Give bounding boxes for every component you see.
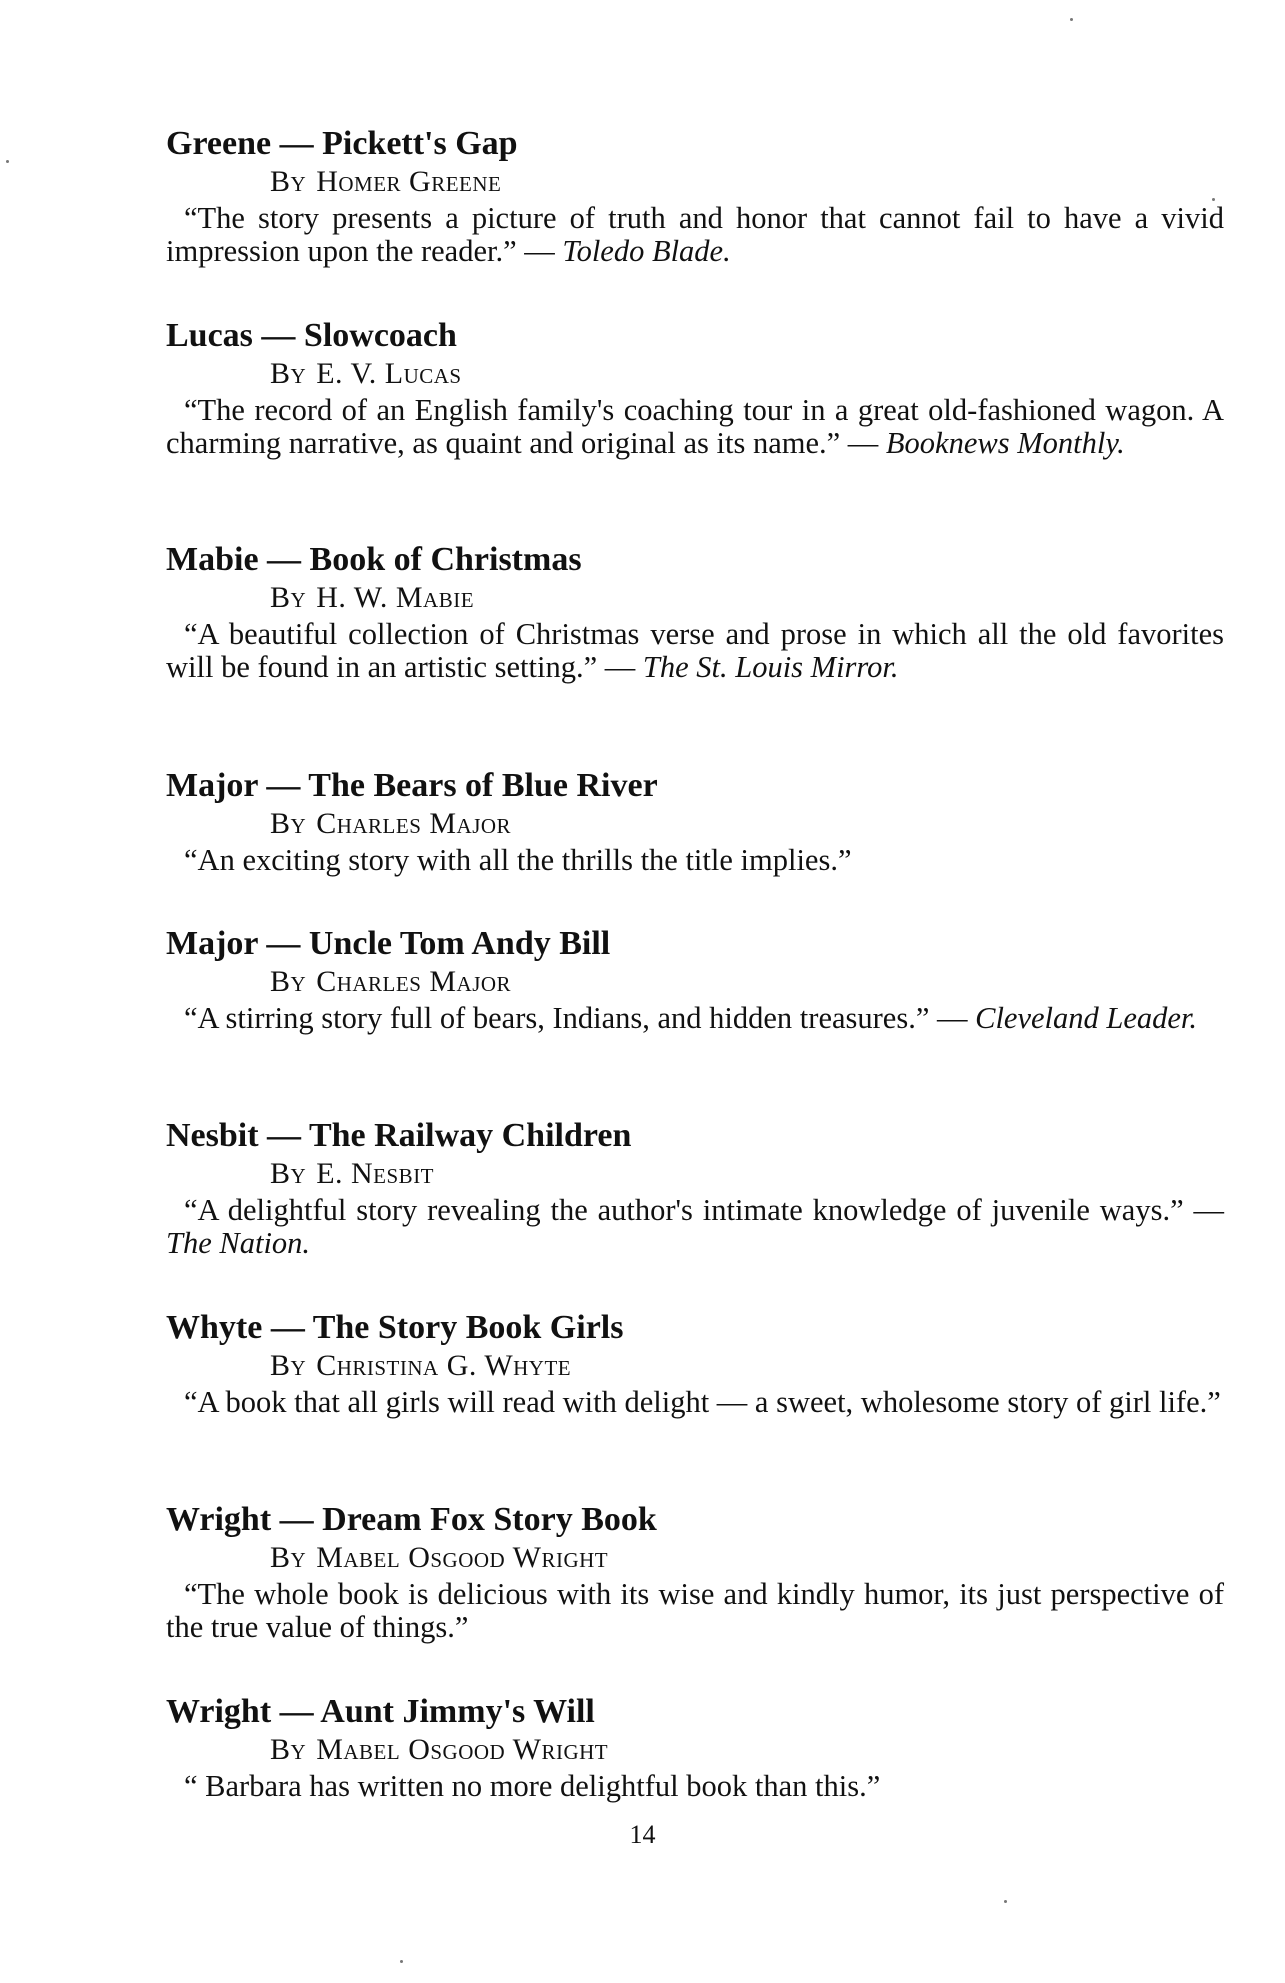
paper-speck bbox=[1212, 198, 1215, 201]
author-name: Christina G. Whyte bbox=[316, 1349, 572, 1382]
entry-byline bbox=[270, 1540, 1224, 1576]
by-word: By bbox=[270, 1541, 307, 1574]
entry-title: Mabie — Book of Christmas bbox=[166, 541, 582, 578]
catalog-entry-major-bears bbox=[166, 766, 1224, 877]
entry-review bbox=[166, 394, 1224, 460]
catalog-entry-major-uncle bbox=[166, 924, 1224, 1035]
entry-byline bbox=[270, 356, 1224, 392]
review-quote: “The record of an English family's coaching tour in a great old-fashioned wagon. A charming narrative, as quaint and original as its name.” — bbox=[166, 393, 1224, 460]
by-word: By bbox=[270, 357, 307, 390]
author-name: H. W. Mabie bbox=[316, 581, 475, 614]
review-quote: “The whole book is delicious with its wise and kindly humor, its just perspective of the true value of things.” bbox=[166, 1577, 1224, 1644]
by-word: By bbox=[270, 165, 307, 198]
review-quote: “ Barbara has written no more delightful book than this.” bbox=[184, 1769, 881, 1803]
review-source: Toledo Blade. bbox=[562, 234, 731, 268]
entry-review bbox=[166, 1578, 1224, 1644]
author-name: Mabel Osgood Wright bbox=[316, 1733, 609, 1766]
review-source: Cleveland Leader. bbox=[975, 1001, 1198, 1035]
entry-byline bbox=[270, 164, 1224, 200]
review-quote: “A book that all girls will read with delight — a sweet, wholesome story of girl life.” bbox=[184, 1385, 1221, 1419]
entry-review bbox=[166, 1002, 1224, 1035]
author-name: E. V. Lucas bbox=[316, 357, 462, 390]
catalog-entry-wright-aunt bbox=[166, 1692, 1224, 1803]
paper-speck bbox=[1070, 18, 1073, 21]
review-quote: “A delightful story revealing the author's intimate knowledge of juvenile ways.” — bbox=[184, 1193, 1224, 1227]
catalog-entry-wright-dream bbox=[166, 1500, 1224, 1644]
by-word: By bbox=[270, 965, 307, 998]
entry-byline bbox=[270, 1156, 1224, 1192]
catalog-entry-lucas bbox=[166, 316, 1224, 460]
entry-byline bbox=[270, 580, 1224, 616]
entry-title: Major — Uncle Tom Andy Bill bbox=[166, 925, 611, 962]
entry-byline bbox=[270, 1732, 1224, 1768]
review-source: Booknews Monthly. bbox=[885, 426, 1125, 460]
paper-speck bbox=[400, 1960, 403, 1963]
entry-review bbox=[166, 844, 1224, 877]
entry-title: Wright — Aunt Jimmy's Will bbox=[166, 1693, 595, 1730]
author-name: Homer Greene bbox=[316, 165, 502, 198]
by-word: By bbox=[270, 1157, 307, 1190]
entry-review bbox=[166, 1194, 1224, 1260]
by-word: By bbox=[270, 807, 307, 840]
review-quote: “A stirring story full of bears, Indians, and hidden treasures.” — bbox=[184, 1001, 976, 1035]
catalog-entry-whyte bbox=[166, 1308, 1224, 1419]
review-source: The Nation. bbox=[166, 1226, 311, 1260]
review-quote: “An exciting story with all the thrills the title implies.” bbox=[184, 843, 852, 877]
catalog-entry-mabie bbox=[166, 540, 1224, 684]
review-quote: “A beautiful collection of Christmas verse and prose in which all the old favorites will be found in an artistic setting.” — bbox=[166, 617, 1224, 684]
review-source: The St. Louis Mirror. bbox=[642, 650, 899, 684]
entry-byline bbox=[270, 964, 1224, 1000]
entry-review bbox=[166, 1386, 1224, 1419]
review-quote: “The story presents a picture of truth and honor that cannot fail to have a vivid impression upon the reader.” — bbox=[166, 201, 1224, 268]
author-name: Charles Major bbox=[316, 807, 512, 840]
paper-speck bbox=[1004, 1900, 1007, 1903]
entry-review bbox=[166, 618, 1224, 684]
entry-review bbox=[166, 1770, 1224, 1803]
catalog-entry-nesbit bbox=[166, 1116, 1224, 1260]
entry-byline bbox=[270, 1348, 1224, 1384]
by-word: By bbox=[270, 581, 307, 614]
entry-title: Lucas — Slowcoach bbox=[166, 317, 457, 354]
by-word: By bbox=[270, 1349, 307, 1382]
entry-byline bbox=[270, 806, 1224, 842]
by-word: By bbox=[270, 1733, 307, 1766]
paper-speck bbox=[6, 160, 9, 163]
entry-title: Greene — Pickett's Gap bbox=[166, 125, 518, 162]
entry-title: Major — The Bears of Blue River bbox=[166, 767, 658, 804]
entry-title: Whyte — The Story Book Girls bbox=[166, 1309, 624, 1346]
catalog-entry-greene bbox=[166, 124, 1224, 268]
entry-title: Nesbit — The Railway Children bbox=[166, 1117, 632, 1154]
author-name: E. Nesbit bbox=[316, 1157, 435, 1190]
author-name: Mabel Osgood Wright bbox=[316, 1541, 609, 1574]
author-name: Charles Major bbox=[316, 965, 512, 998]
page-number: 14 bbox=[629, 1820, 656, 1849]
entry-review bbox=[166, 202, 1224, 268]
entry-title: Wright — Dream Fox Story Book bbox=[166, 1501, 657, 1538]
